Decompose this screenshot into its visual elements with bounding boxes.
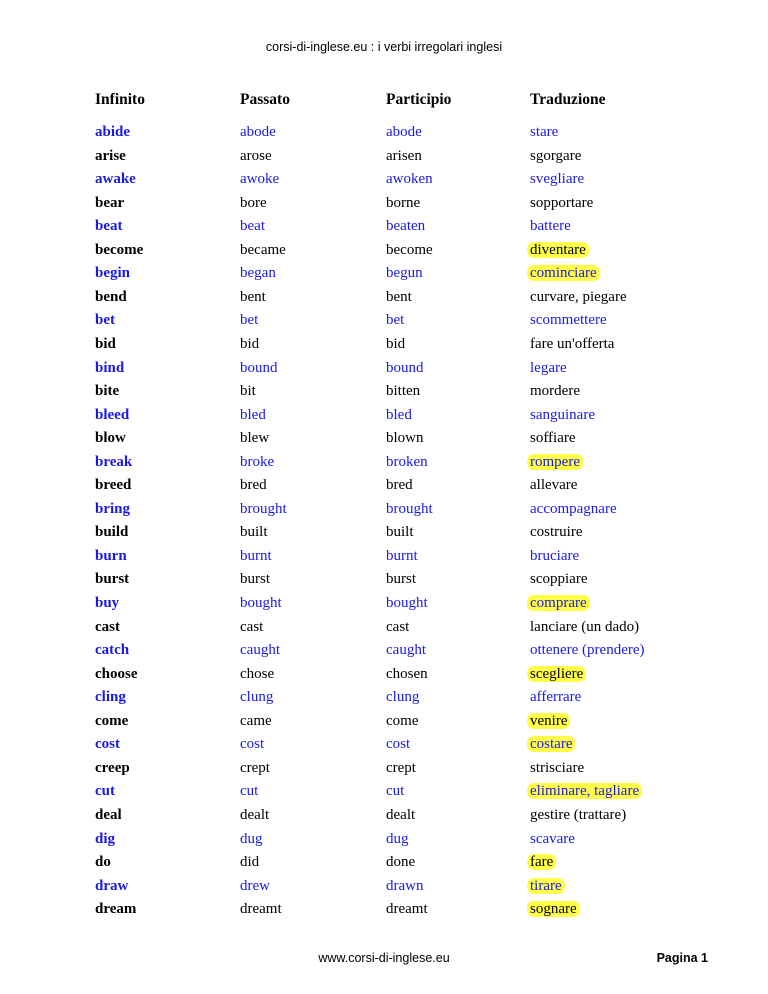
translation-cell <box>530 239 589 262</box>
past-cell: abode <box>240 124 276 140</box>
table-row <box>0 898 768 921</box>
infinitive-cell: catch <box>95 642 130 659</box>
translation-cell <box>530 168 584 191</box>
translation-cell <box>530 733 575 756</box>
table-row <box>0 851 768 874</box>
infinitive-cell: dig <box>95 830 116 847</box>
translation-text: scommettere <box>530 312 607 329</box>
translation-text: ottenere (prendere) <box>530 642 645 659</box>
participle-cell: bid <box>386 335 406 352</box>
table-row <box>0 404 768 427</box>
past-cell: bit <box>240 383 256 400</box>
table-row <box>0 757 768 780</box>
translation-cell <box>530 404 595 427</box>
past-cell: came <box>240 712 272 729</box>
infinitive-cell: cut <box>95 783 115 800</box>
translation-cell <box>530 192 593 215</box>
participle-cell: caught <box>386 642 426 659</box>
infinitive-cell: bind <box>95 359 125 376</box>
table-row <box>0 568 768 591</box>
participle-cell: dealt <box>386 806 416 823</box>
participle-cell: burnt <box>386 547 418 564</box>
past-cell: began <box>240 265 276 282</box>
participle-cell: beaten <box>386 218 426 235</box>
participle-cell: broken <box>386 453 428 470</box>
past-cell: bred <box>240 477 267 494</box>
table-row <box>0 875 768 898</box>
table-row <box>0 663 768 686</box>
participle-cell: chosen <box>386 665 428 682</box>
infinitive-cell: creep <box>95 759 130 776</box>
translation-cell <box>530 333 614 356</box>
past-cell: built <box>240 524 268 541</box>
translation-text: strisciare <box>530 759 585 776</box>
infinitive-cell: arise <box>95 147 126 164</box>
infinitive-cell: breed <box>95 477 132 494</box>
past-cell: chose <box>240 665 275 682</box>
translation-cell <box>530 262 600 285</box>
past-cell: burst <box>240 571 270 588</box>
infinitive-cell: cost <box>95 736 120 753</box>
table-row <box>0 192 768 215</box>
highlighted-translation: tirare <box>527 878 565 894</box>
highlighted-translation: diventare <box>527 242 589 258</box>
translation-cell <box>530 545 579 568</box>
infinitive-cell: bear <box>95 194 125 211</box>
participle-cell: bound <box>386 359 424 376</box>
participle-cell: awoken <box>386 171 433 188</box>
highlighted-translation: costare <box>527 736 575 752</box>
participle-cell: bitten <box>386 383 421 400</box>
translation-text: scoppiare <box>530 571 588 588</box>
past-cell: cut <box>240 783 259 800</box>
participle-cell: cut <box>386 783 405 800</box>
translation-cell <box>530 286 627 309</box>
past-cell: caught <box>240 642 280 659</box>
participle-cell: begun <box>386 265 423 282</box>
infinitive-cell: choose <box>95 665 138 682</box>
translation-text: svegliare <box>530 171 585 188</box>
past-cell: broke <box>240 453 275 470</box>
participle-cell: done <box>386 854 416 871</box>
participle-cell: cost <box>386 736 411 753</box>
table-header-row <box>0 88 768 111</box>
translation-text: costruire <box>530 524 583 541</box>
table-row <box>0 780 768 803</box>
infinitive-cell: awake <box>95 171 136 188</box>
participle-cell: built <box>386 524 414 541</box>
translation-text: stare <box>530 124 559 140</box>
column-header-passato: Passato <box>240 91 290 108</box>
translation-text: sgorgare <box>530 147 582 164</box>
past-cell: clung <box>240 689 274 706</box>
participle-cell: become <box>386 241 433 258</box>
table-row <box>0 427 768 450</box>
column-header-participio: Participio <box>386 91 452 108</box>
past-cell: cost <box>240 736 265 753</box>
table-row <box>0 639 768 662</box>
translation-cell <box>530 498 617 521</box>
highlighted-translation: comprare <box>527 595 590 611</box>
highlighted-translation: fare <box>527 854 556 870</box>
highlighted-translation: cominciare <box>527 265 600 281</box>
translation-cell <box>530 357 567 380</box>
translation-cell <box>530 568 587 591</box>
past-cell: dreamt <box>240 901 282 918</box>
translation-cell <box>530 309 607 332</box>
translation-cell <box>530 710 570 733</box>
infinitive-cell: bid <box>95 335 116 352</box>
past-cell: burnt <box>240 547 272 564</box>
past-cell: cast <box>240 618 264 635</box>
translation-text: accompagnare <box>530 500 617 517</box>
infinitive-cell: bleed <box>95 406 130 423</box>
participle-cell: bent <box>386 288 412 305</box>
page-header: corsi-di-inglese.eu : i verbi irregolari inglesi <box>265 40 503 54</box>
past-cell: drew <box>240 877 270 894</box>
translation-text: gestire (trattare) <box>530 806 627 823</box>
infinitive-cell: begin <box>95 265 131 282</box>
infinitive-cell: break <box>95 453 133 470</box>
infinitive-cell: come <box>95 712 129 729</box>
translation-cell <box>530 592 590 615</box>
infinitive-cell: become <box>95 241 144 258</box>
participle-cell: clung <box>386 689 420 706</box>
highlighted-translation: eliminare, tagliare <box>527 783 642 799</box>
translation-cell <box>530 898 580 921</box>
translation-text: mordere <box>530 383 580 400</box>
table-row <box>0 451 768 474</box>
infinitive-cell: bring <box>95 500 131 517</box>
past-cell: bid <box>240 335 260 352</box>
translation-text: scavare <box>530 830 575 847</box>
translation-cell <box>530 521 582 544</box>
past-cell: crept <box>240 759 270 776</box>
past-cell: bound <box>240 359 278 376</box>
participle-cell: blown <box>386 430 424 447</box>
translation-text: sanguinare <box>530 406 595 423</box>
translation-text: soffiare <box>530 430 576 447</box>
participle-cell: abode <box>386 124 422 140</box>
table-row <box>0 733 768 756</box>
table-row <box>0 168 768 191</box>
translation-cell <box>530 121 558 144</box>
translation-cell <box>530 427 576 450</box>
participle-cell: cast <box>386 618 410 635</box>
column-header-traduzione: Traduzione <box>530 91 606 108</box>
participle-cell: dug <box>386 830 409 847</box>
table-row <box>0 380 768 403</box>
table-row <box>0 333 768 356</box>
infinitive-cell: bite <box>95 383 120 400</box>
highlighted-translation: sognare <box>527 901 580 917</box>
past-cell: blew <box>240 430 270 447</box>
infinitive-cell: cast <box>95 618 120 635</box>
translation-text: allevare <box>530 477 578 494</box>
column-header-infinito: Infinito <box>95 91 145 108</box>
translation-cell <box>530 451 583 474</box>
table-row <box>0 239 768 262</box>
translation-text: curvare, piegare <box>530 288 627 305</box>
participle-cell: borne <box>386 194 421 211</box>
translation-text: battere <box>530 218 571 235</box>
participle-cell: bought <box>386 595 428 611</box>
translation-cell <box>530 851 556 874</box>
translation-cell <box>530 145 581 168</box>
infinitive-cell: bet <box>95 312 115 329</box>
infinitive-cell: burst <box>95 571 130 588</box>
past-cell: bet <box>240 312 259 329</box>
participle-cell: come <box>386 712 419 729</box>
participle-cell: dreamt <box>386 901 428 918</box>
past-cell: bled <box>240 406 266 423</box>
translation-text: bruciare <box>530 547 580 564</box>
infinitive-cell: cling <box>95 689 126 706</box>
table-row <box>0 521 768 544</box>
translation-text: afferrare <box>530 689 582 706</box>
table-row <box>0 286 768 309</box>
translation-cell <box>530 804 626 827</box>
participle-cell: bred <box>386 477 413 494</box>
past-cell: bought <box>240 595 282 611</box>
past-cell: awoke <box>240 171 280 188</box>
infinitive-cell: dream <box>95 901 137 918</box>
table-row <box>0 498 768 521</box>
page-number: Pagina 1 <box>656 951 708 965</box>
highlighted-translation: venire <box>527 713 570 729</box>
table-row <box>0 592 768 615</box>
highlighted-translation: scegliere <box>527 666 586 682</box>
translation-cell <box>530 757 584 780</box>
table-row <box>0 474 768 497</box>
infinitive-cell: bend <box>95 288 127 305</box>
footer-site: www.corsi-di-inglese.eu <box>318 951 450 965</box>
translation-cell <box>530 380 580 403</box>
participle-cell: burst <box>386 571 416 588</box>
past-cell: bent <box>240 288 266 305</box>
past-cell: became <box>240 241 286 258</box>
table-row <box>0 262 768 285</box>
infinitive-cell: burn <box>95 547 127 564</box>
participle-cell: drawn <box>386 877 424 894</box>
translation-cell <box>530 663 586 686</box>
translation-cell <box>530 215 571 238</box>
past-cell: beat <box>240 218 265 235</box>
table-row <box>0 145 768 168</box>
infinitive-cell: build <box>95 524 129 541</box>
infinitive-cell: abide <box>95 124 131 140</box>
past-cell: did <box>240 854 260 871</box>
past-cell: brought <box>240 500 287 517</box>
table-row <box>0 686 768 709</box>
infinitive-cell: do <box>95 854 111 871</box>
translation-cell <box>530 875 565 898</box>
past-cell: arose <box>240 147 272 164</box>
translation-text: fare un'offerta <box>530 335 615 352</box>
table-row <box>0 357 768 380</box>
infinitive-cell: blow <box>95 430 126 447</box>
table-row <box>0 215 768 238</box>
infinitive-cell: buy <box>95 595 120 611</box>
table-row <box>0 121 768 144</box>
past-cell: dealt <box>240 806 270 823</box>
table-row <box>0 309 768 332</box>
infinitive-cell: draw <box>95 877 129 894</box>
past-cell: bore <box>240 194 267 211</box>
infinitive-cell: deal <box>95 806 122 823</box>
participle-cell: brought <box>386 500 433 517</box>
translation-text: sopportare <box>530 194 594 211</box>
table-row <box>0 710 768 733</box>
translation-cell <box>530 474 577 497</box>
highlighted-translation: rompere <box>527 454 583 470</box>
table-row <box>0 616 768 639</box>
participle-cell: arisen <box>386 147 422 164</box>
translation-cell <box>530 780 642 803</box>
participle-cell: crept <box>386 759 416 776</box>
infinitive-cell: beat <box>95 218 123 235</box>
participle-cell: bet <box>386 312 405 329</box>
table-row <box>0 545 768 568</box>
translation-cell <box>530 686 581 709</box>
translation-text: lanciare (un dado) <box>530 618 640 635</box>
participle-cell: bled <box>386 406 412 423</box>
translation-cell <box>530 828 575 851</box>
translation-cell <box>530 616 639 639</box>
past-cell: dug <box>240 830 263 847</box>
translation-text: legare <box>530 359 567 376</box>
table-row <box>0 828 768 851</box>
translation-cell <box>530 639 645 662</box>
table-row <box>0 804 768 827</box>
